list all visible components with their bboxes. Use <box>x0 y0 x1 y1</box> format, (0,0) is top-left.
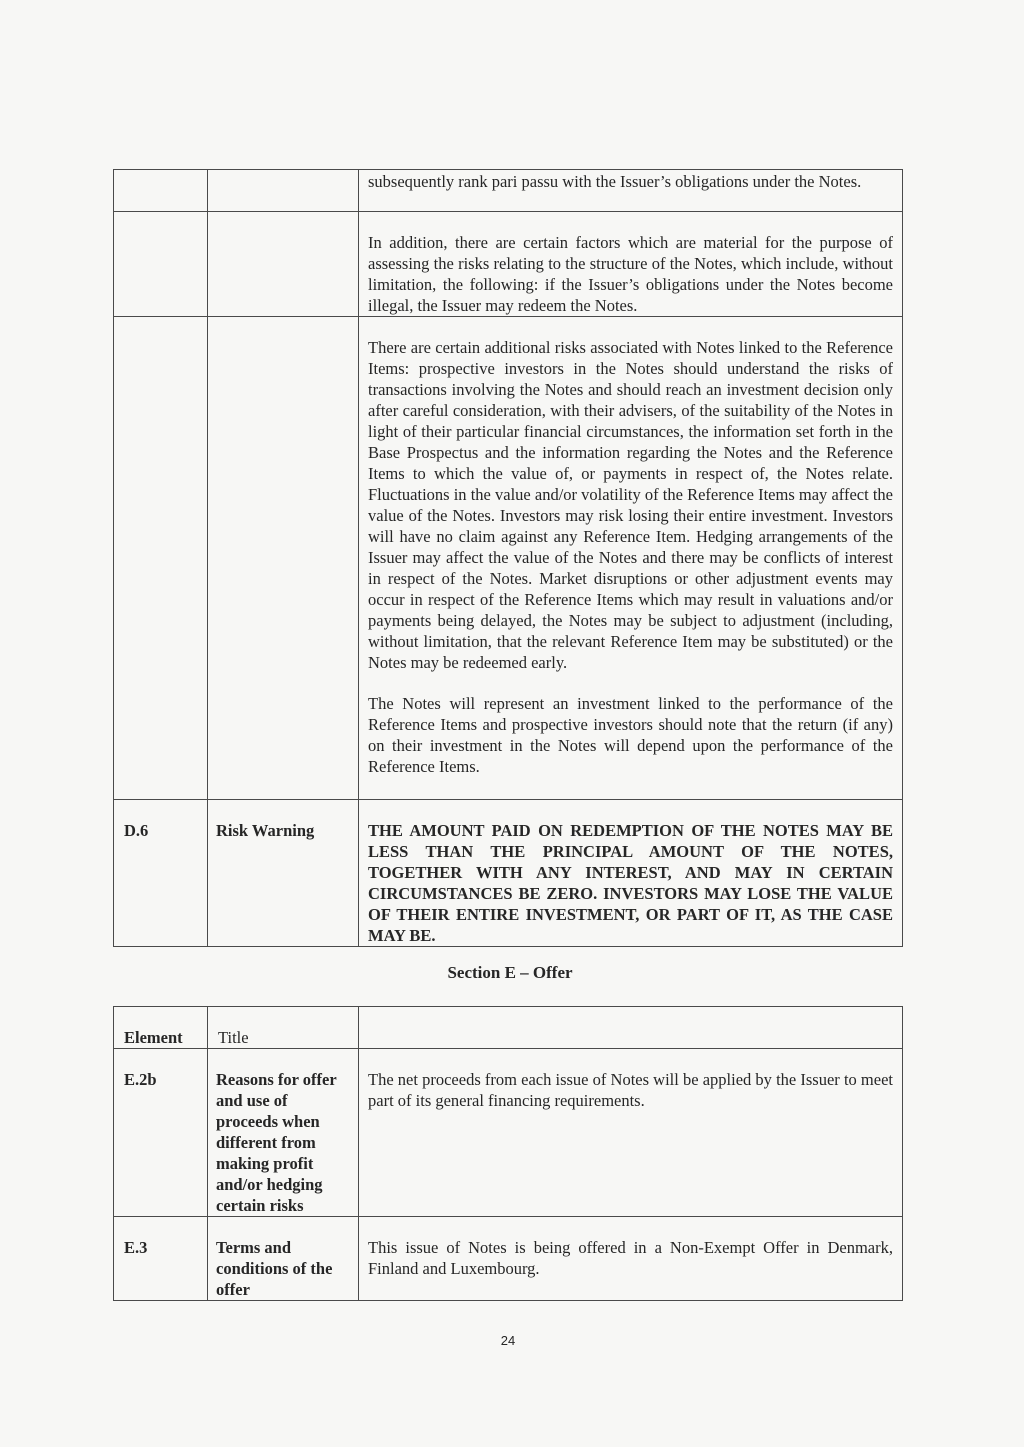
header-cell <box>114 1007 208 1049</box>
page-number: 24 <box>500 1333 516 1348</box>
header-content <box>359 1007 902 1027</box>
table-row <box>114 1217 903 1301</box>
risk-paragraph: The Notes will represent an investment linked to the performance of the Reference Items and prospective investors should note that the return (if any) on their investment in the Notes will depend upon the performance of the Reference Items. <box>368 694 893 776</box>
element-title: Reasons for offer and use of proceeds when different from making profit and/or hedging certain risks <box>216 1070 337 1215</box>
table-row <box>114 1049 903 1217</box>
offer-table <box>113 1006 903 1301</box>
risk-paragraph: There are certain additional risks associated with Notes linked to the Reference Items: prospective investors in the Notes should understand the risks of transactions involving the Notes and should reach an investment decision only after careful consideration, with their advisers, of the suitability of the Notes in light of their particular financial circumstances, the information set forth in the Base Prospectus and the information regarding the Notes and the Reference Items to which the value of, or payments in respect of, the Notes relate. Fluctuations in the value and/or volatility of the Reference Items may affect the value of the Notes. Investors may risk losing their entire investment. Investors will have no claim against any Reference Item. Hedging arrangements of the Issuer may affect the value of the Notes and there may be conflicts of interest in respect of the Notes. Market disruptions or other adjustment events may occur in respect of the Reference Items which may result in valuations and/or payments being delayed, the Notes may be subject to adjustment (including, without limitation, that the relevant Reference Item may be substituted) or the Notes may be redeemed early. <box>368 338 893 672</box>
risk-text: In addition, there are certain factors which are material for the purpose of assessing the risks relating to the structure of the Notes, which include, without limitation, the following: if the Issuer’s obligations under the Notes become illegal, the Issuer may redeem the Notes. <box>368 233 893 315</box>
header-cell <box>208 1007 359 1049</box>
header-element: Element <box>124 1028 183 1047</box>
table-header-row <box>114 1007 903 1049</box>
header-title: Title <box>218 1028 249 1047</box>
content-cell <box>359 1049 903 1217</box>
element-code: E.3 <box>124 1238 148 1257</box>
title-cell <box>208 212 359 317</box>
offer-text: The net proceeds from each issue of Notes will be applied by the Issuer to meet part of its general financing requirements. <box>368 1070 893 1110</box>
offer-text: This issue of Notes is being offered in a Non-Exempt Offer in Denmark, Finland and Luxembourg. <box>368 1238 893 1278</box>
element-cell <box>114 1049 208 1217</box>
content-cell <box>359 317 903 800</box>
content-cell <box>359 212 903 317</box>
title-cell <box>208 1049 359 1217</box>
title-cell <box>208 1217 359 1301</box>
risk-warning-text: THE AMOUNT PAID ON REDEMPTION OF THE NOTES MAY BE LESS THAN THE PRINCIPAL AMOUNT OF THE NOTES, TOGETHER WITH ANY INTEREST, AND MAY IN CERTAIN CIRCUMSTANCES BE ZERO. INVESTORS MAY LOSE THE VALUE OF THEIR ENTIRE INVESTMENT, OR PART OF IT, AS THE CASE MAY BE. <box>368 821 893 945</box>
risk-text: subsequently rank pari passu with the Issuer’s obligations under the Notes. <box>368 172 862 191</box>
title-cell <box>208 800 359 947</box>
table-row <box>114 317 903 800</box>
element-cell <box>114 800 208 947</box>
content-cell <box>359 800 903 947</box>
element-title: Terms and conditions of the offer <box>216 1238 333 1299</box>
title-cell <box>208 317 359 800</box>
element-code: D.6 <box>124 821 149 840</box>
header-cell <box>359 1007 903 1049</box>
element-code: E.2b <box>124 1070 157 1089</box>
table-row <box>114 170 903 212</box>
element-cell <box>114 1217 208 1301</box>
element-cell <box>114 170 208 212</box>
title-cell <box>208 170 359 212</box>
section-title: Section E – Offer <box>447 963 573 982</box>
element-cell <box>114 317 208 800</box>
element-cell <box>114 212 208 317</box>
content-cell <box>359 170 903 212</box>
table-row <box>114 212 903 317</box>
table-row <box>114 800 903 947</box>
risk-table <box>113 169 903 947</box>
content-cell <box>359 1217 903 1301</box>
element-title: Risk Warning <box>216 821 315 840</box>
